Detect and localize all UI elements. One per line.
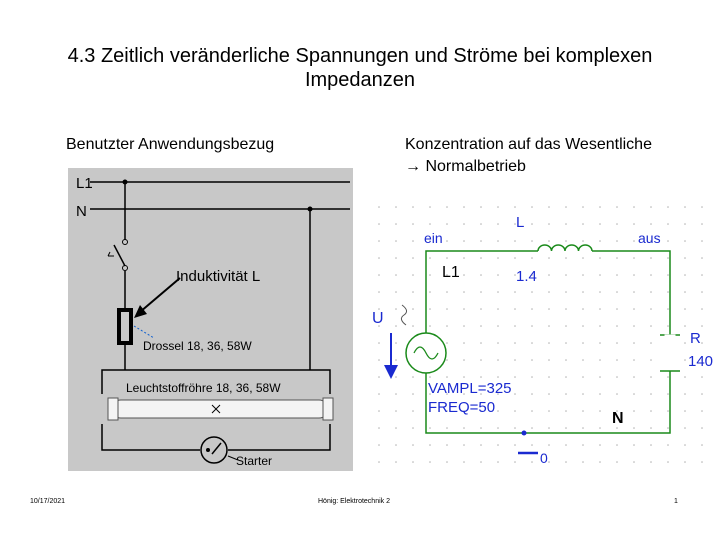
ground-node: [522, 431, 527, 436]
right-heading: [405, 134, 652, 178]
left-heading: Benutzter Anwendungsbezug: [66, 136, 275, 153]
l1-label: L1: [76, 175, 93, 192]
l1-junction: [123, 180, 128, 185]
right-heading-line2: [405, 156, 652, 178]
footer-author: Hönig: Elektrotechnik 2: [318, 498, 390, 505]
arrow-icon: →: [405, 158, 421, 175]
tube-label: Leuchtstoffröhre 18, 36, 58W: [126, 381, 281, 395]
node-l1-label: L1: [442, 264, 460, 281]
schematic: [360, 205, 720, 475]
n-junction: [308, 207, 313, 212]
normalbetrieb-label: Normalbetrieb: [425, 158, 526, 175]
vampl-label: VAMPL=325: [428, 380, 512, 397]
starter-icon: [201, 437, 227, 463]
aus-label: aus: [638, 230, 661, 246]
resistor-icon: [665, 335, 675, 371]
footer-date: 10/17/2021: [30, 498, 66, 505]
right-heading-line1: Konzentration auf das Wesentliche: [405, 136, 652, 153]
source-name: U: [372, 310, 384, 327]
freq-label: FREQ=50: [428, 399, 496, 416]
lamp-circuit-figure: [68, 168, 353, 471]
resistor-name: R: [690, 330, 701, 347]
starter-label: Starter: [236, 454, 273, 468]
fluorescent-tube: [112, 400, 328, 418]
n-label: N: [76, 203, 87, 220]
ground-label: 0: [540, 450, 548, 466]
resistor-value: 140: [688, 353, 714, 370]
node-n-label: N: [612, 410, 624, 427]
inductor-name: L: [516, 214, 525, 231]
inductor-value: 1.4: [516, 268, 537, 285]
page-title: 4.3 Zeitlich veränderliche Spannungen und Ströme bei komplexen Impedanzen: [67, 45, 653, 91]
footer-page: 1: [674, 498, 678, 505]
drossel-label: Drossel 18, 36, 58W: [143, 339, 252, 353]
ein-label: ein: [424, 230, 443, 246]
inductance-label: Induktivität L: [176, 268, 261, 285]
